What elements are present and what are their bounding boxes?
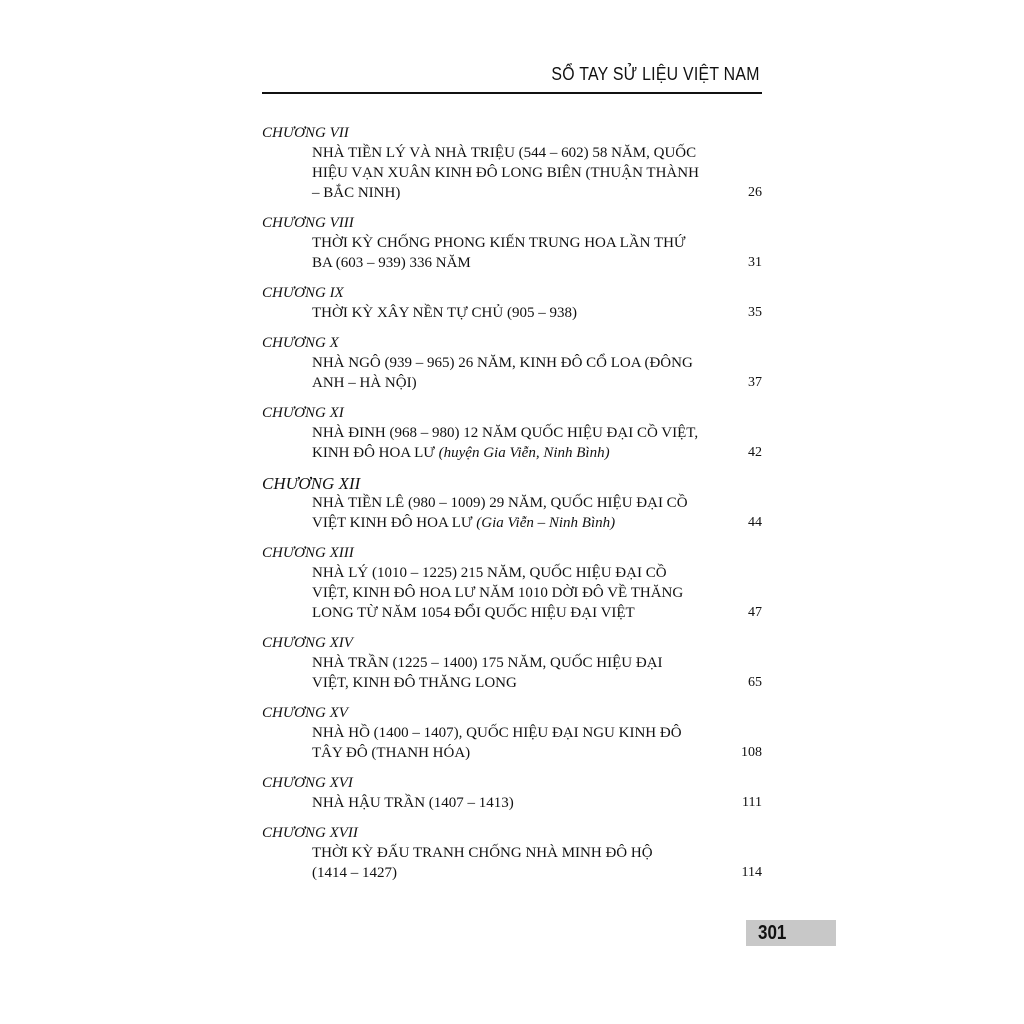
chapter-title-line: [312, 863, 708, 883]
toc-page-number: 35: [748, 305, 762, 320]
chapter-title-text: NHÀ LÝ (1010 – 1225) 215 NĂM, QUỐC HIỆU ĐẠI CỒ: [312, 565, 667, 581]
chapter-label: CHƯƠNG XVII: [262, 825, 358, 841]
chapter-label: CHƯƠNG XII: [262, 474, 361, 493]
chapter-title-text: (1414 – 1427): [312, 865, 397, 881]
chapter-title-text: VIỆT, KINH ĐÔ THĂNG LONG: [312, 675, 517, 691]
chapter-title-text: NHÀ TIỀN LÝ VÀ NHÀ TRIỆU (544 – 602) 58 NĂM, QUỐC: [312, 145, 697, 161]
chapter-label: CHƯƠNG IX: [262, 285, 344, 301]
toc-entry: [262, 404, 762, 463]
toc-page-number: 26: [748, 185, 762, 200]
toc-entry: [262, 704, 762, 763]
chapter-title-text: VIỆT, KINH ĐÔ HOA LƯ NĂM 1010 DỜI ĐÔ VỀ THĂNG: [312, 585, 684, 601]
chapter-title-text: NHÀ NGÔ (939 – 965) 26 NĂM, KINH ĐÔ CỔ LOA (ĐÔNG: [312, 355, 693, 371]
toc-entry: [262, 544, 762, 623]
toc-page-number: 44: [748, 515, 762, 530]
chapter-label: CHƯƠNG XIV: [262, 635, 353, 651]
chapter-title-text: NHÀ HẬU TRẦN (1407 – 1413): [312, 795, 514, 811]
chapter-title-line: [312, 793, 708, 813]
table-of-contents: [262, 124, 762, 894]
toc-page-number: 108: [741, 745, 762, 760]
chapter-title-line: [312, 493, 708, 513]
chapter-location-note: (Gia Viễn – Ninh Bình): [476, 515, 616, 531]
chapter-label: CHƯƠNG XIII: [262, 545, 354, 561]
toc-entry: [262, 284, 762, 323]
chapter-title-line: [312, 513, 708, 533]
chapter-title-text: BA (603 – 939) 336 NĂM: [312, 255, 471, 271]
chapter-title-line: [312, 233, 708, 253]
toc-entry: [262, 774, 762, 813]
chapter-title-line: [312, 443, 708, 463]
book-title: SỔ TAY SỬ LIỆU VIỆT NAM: [551, 64, 760, 84]
toc-page-number: 65: [748, 675, 762, 690]
chapter-title: [262, 303, 762, 323]
chapter-title-line: [312, 253, 708, 273]
toc-page-number: 37: [748, 375, 762, 390]
toc-page-number: 114: [741, 865, 762, 880]
chapter-title: [262, 563, 762, 623]
page-number: 301: [758, 922, 787, 944]
chapter-title-line: [312, 583, 708, 603]
chapter-title-line: [312, 743, 708, 763]
chapter-title: [262, 353, 762, 393]
chapter-title-text: THỜI KỲ CHỐNG PHONG KIẾN TRUNG HOA LẦN THỨ: [312, 235, 686, 251]
chapter-title: [262, 723, 762, 763]
chapter-title-line: [312, 723, 708, 743]
chapter-label: CHƯƠNG XVI: [262, 775, 353, 791]
toc-entry: [262, 214, 762, 273]
chapter-title-line: [312, 653, 708, 673]
toc-page-number: 42: [748, 445, 762, 460]
toc-page-number: 111: [742, 795, 762, 810]
toc-entry: [262, 474, 762, 533]
chapter-title-text: THỜI KỲ ĐẤU TRANH CHỐNG NHÀ MINH ĐÔ HỘ: [312, 845, 653, 861]
toc-page-number: 31: [748, 255, 762, 270]
chapter-title-text: HIỆU VẠN XUÂN KINH ĐÔ LONG BIÊN (THUẬN THÀNH: [312, 165, 699, 181]
toc-entry: [262, 824, 762, 883]
chapter-label: CHƯƠNG VII: [262, 125, 349, 141]
chapter-title-line: [312, 183, 708, 203]
chapter-title: [262, 843, 762, 883]
chapter-label: CHƯƠNG VIII: [262, 215, 354, 231]
chapter-title-text: NHÀ TRẦN (1225 – 1400) 175 NĂM, QUỐC HIỆU ĐẠI: [312, 655, 663, 671]
chapter-title-text: – BẮC NINH): [312, 185, 401, 201]
chapter-title-line: [312, 673, 708, 693]
chapter-title-line: [312, 423, 708, 443]
chapter-title-line: [312, 373, 708, 393]
chapter-title-line: [312, 303, 708, 323]
chapter-title-line: [312, 143, 708, 163]
chapter-label: CHƯƠNG XI: [262, 405, 344, 421]
chapter-title: [262, 793, 762, 813]
chapter-title-text: LONG TỪ NĂM 1054 ĐỔI QUỐC HIỆU ĐẠI VIỆT: [312, 605, 635, 621]
chapter-title-line: [312, 843, 708, 863]
chapter-title-text: NHÀ ĐINH (968 – 980) 12 NĂM QUỐC HIỆU ĐẠI CỒ VIỆT,: [312, 425, 699, 441]
chapter-title-text: VIỆT KINH ĐÔ HOA LƯ: [312, 515, 473, 531]
page-number-box: [746, 920, 836, 946]
chapter-title-text: NHÀ HỒ (1400 – 1407), QUỐC HIỆU ĐẠI NGU KINH ĐÔ: [312, 725, 682, 741]
chapter-title: [262, 143, 762, 203]
chapter-location-note: (huyện Gia Viễn, Ninh Bình): [438, 445, 610, 461]
chapter-label: CHƯƠNG X: [262, 335, 339, 351]
chapter-title-line: [312, 563, 708, 583]
chapter-title-line: [312, 353, 708, 373]
toc-page-number: 47: [748, 605, 762, 620]
running-header: [262, 60, 762, 94]
chapter-title: [262, 233, 762, 273]
chapter-title-text: ANH – HÀ NỘI): [312, 375, 417, 391]
chapter-title-line: [312, 603, 708, 623]
toc-entry: [262, 334, 762, 393]
chapter-title-text: KINH ĐÔ HOA LƯ: [312, 445, 435, 461]
toc-entry: [262, 634, 762, 693]
chapter-title: [262, 423, 762, 463]
chapter-title: [262, 493, 762, 533]
chapter-title-line: [312, 163, 708, 183]
chapter-label: CHƯƠNG XV: [262, 705, 348, 721]
toc-entry: [262, 124, 762, 203]
chapter-title-text: TÂY ĐÔ (THANH HÓA): [312, 745, 471, 761]
chapter-title-text: NHÀ TIỀN LÊ (980 – 1009) 29 NĂM, QUỐC HIỆU ĐẠI CỒ: [312, 495, 688, 511]
chapter-title: [262, 653, 762, 693]
chapter-title-text: THỜI KỲ XÂY NỀN TỰ CHỦ (905 – 938): [312, 305, 577, 321]
